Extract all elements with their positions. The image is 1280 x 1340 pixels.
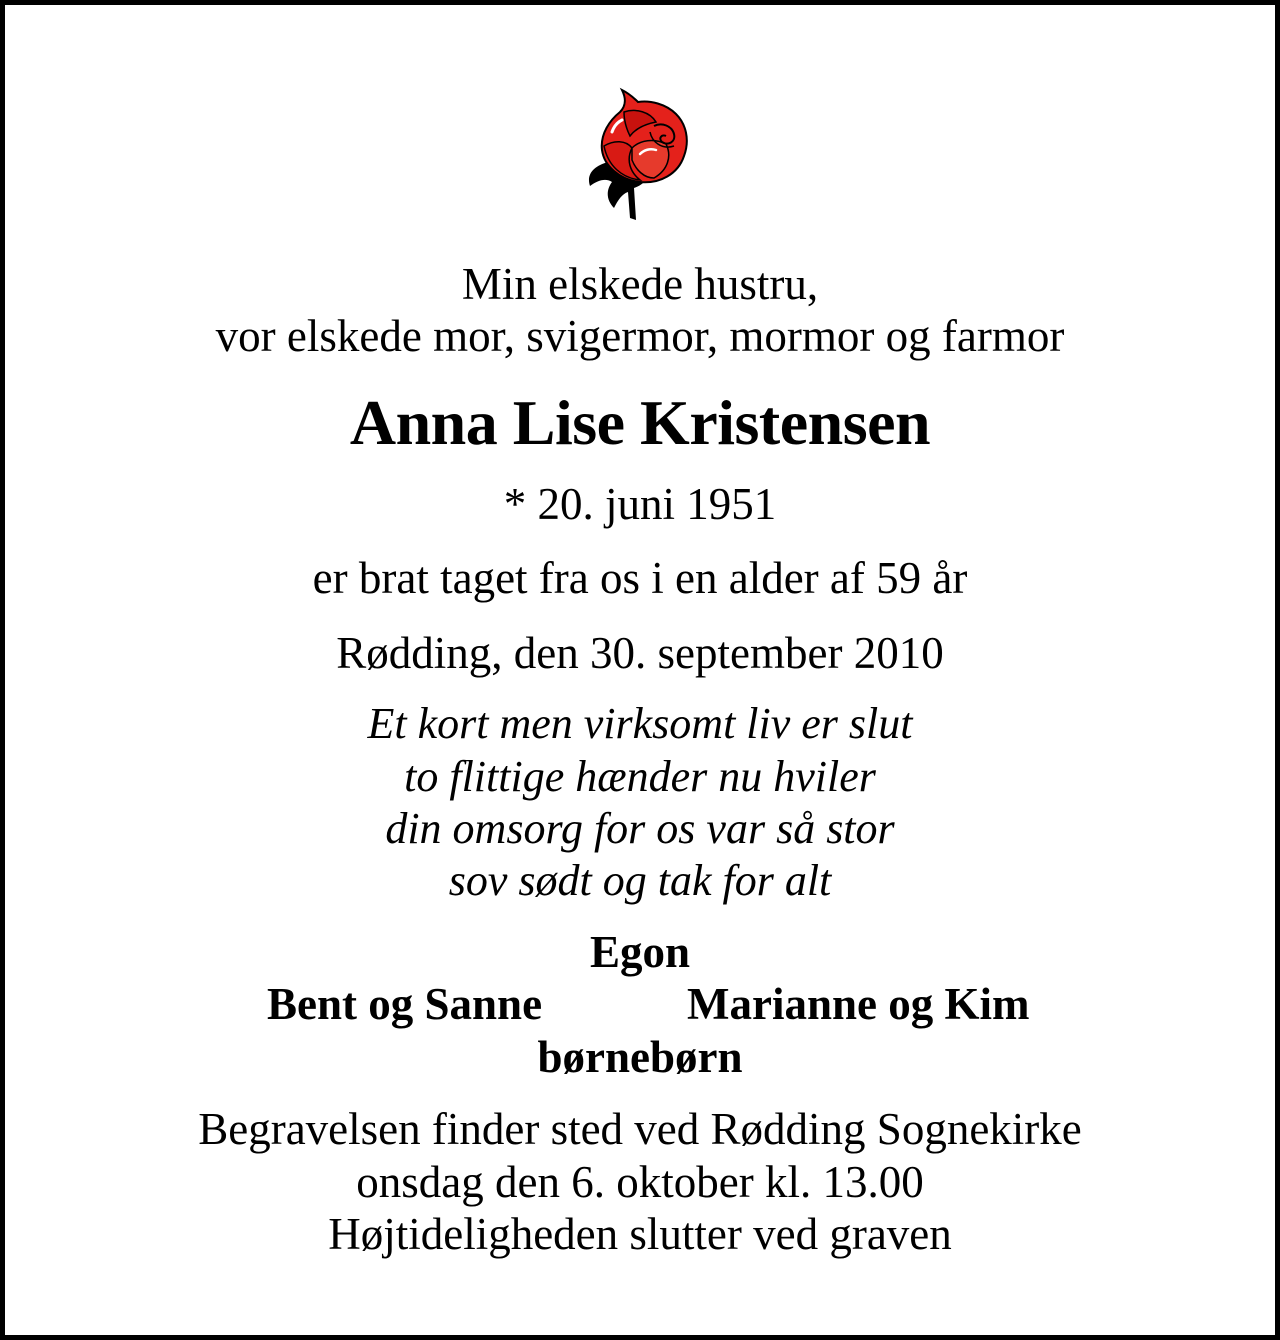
age-line: er brat taget fra os i en alder af 59 år: [312, 553, 968, 603]
spouse-name: Egon: [589, 927, 691, 977]
funeral-line-1: Begravelsen finder sted ved Rødding Sognekirke: [198, 1104, 1082, 1154]
child-family-2: Marianne og Kim: [687, 979, 1030, 1029]
child-family-1: Bent og Sanne: [267, 979, 543, 1029]
verse-line: to flittige hænder nu hviler: [404, 752, 876, 801]
birth-date: * 20. juni 1951: [503, 479, 777, 529]
verse-line: Et kort men virksomt liv er slut: [367, 699, 913, 748]
funeral-line-3: Højtideligheden slutter ved graven: [328, 1209, 952, 1259]
place-date: Rødding, den 30. september 2010: [336, 628, 944, 678]
deceased-name: Anna Lise Kristensen: [349, 387, 931, 458]
red-rose-icon: [580, 82, 700, 224]
funeral-line-2: onsdag den 6. oktober kl. 13.00: [356, 1157, 924, 1207]
grandchildren: børnebørn: [537, 1032, 743, 1082]
intro-line-1: Min elskede hustru,: [461, 259, 819, 309]
verse-line: sov sødt og tak for alt: [448, 856, 832, 905]
intro-line-2: vor elskede mor, svigermor, mormor og farmor: [215, 311, 1065, 361]
verse-line: din omsorg for os var så stor: [385, 804, 895, 853]
